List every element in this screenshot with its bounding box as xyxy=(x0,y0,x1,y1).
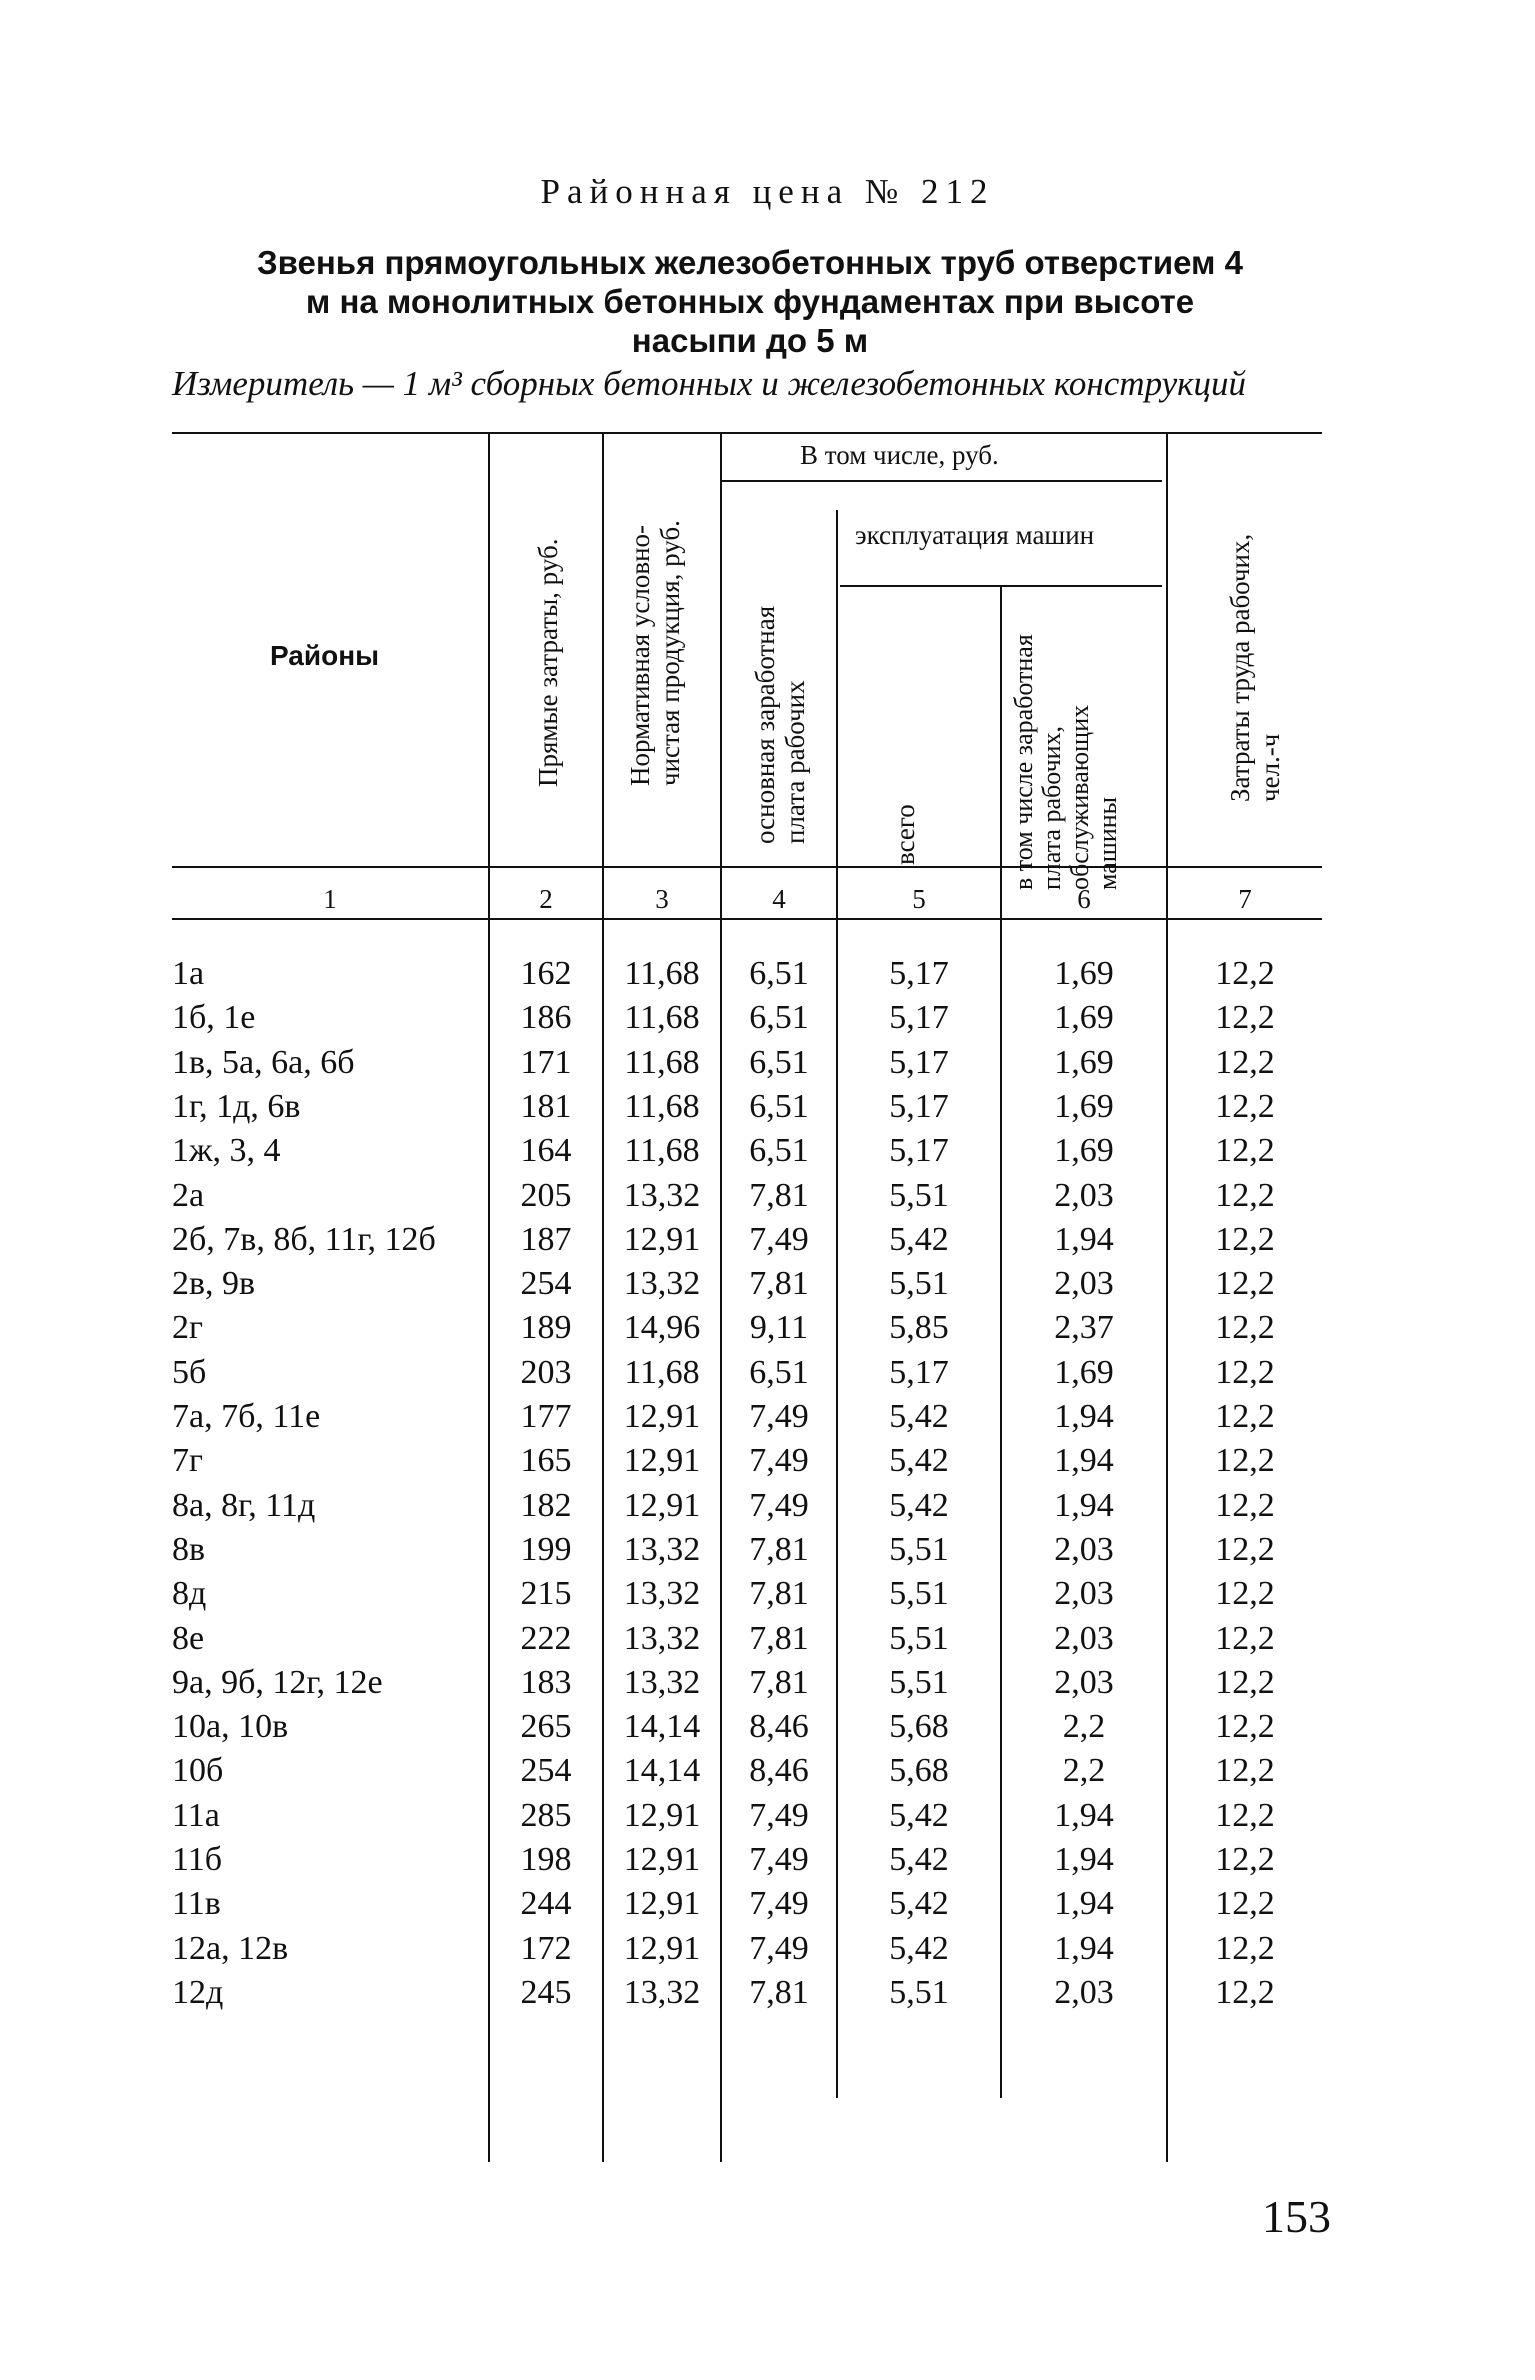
including-rule xyxy=(722,480,1162,482)
region-cell: 10а, 10в xyxy=(172,1708,289,1745)
value-cell: 12,2 xyxy=(1215,1575,1275,1612)
column-number-1: 1 xyxy=(323,884,337,914)
value-cell: 12,2 xyxy=(1215,1664,1275,1701)
value-cell: 7,49 xyxy=(749,1221,809,1258)
value-cell: 6,51 xyxy=(749,999,809,1036)
value-cell: 11,68 xyxy=(624,1354,700,1391)
region-cell: 8а, 8г, 11д xyxy=(172,1487,316,1524)
table-subtitle: Звенья прямоугольных железобетонных труб отверстием 4 м на монолитных бетонных фундаментах при высоте насыпи до 5 м xyxy=(256,244,1243,359)
value-cell: 198 xyxy=(520,1841,572,1878)
value-cell: 12,2 xyxy=(1215,1487,1275,1524)
region-cell: 8д xyxy=(172,1575,207,1612)
value-cell: 199 xyxy=(520,1531,572,1568)
value-cell: 1,94 xyxy=(1054,1930,1114,1967)
value-cell: 1,94 xyxy=(1054,1442,1114,1479)
header-normative xyxy=(625,486,685,786)
value-cell: 1,69 xyxy=(1054,955,1114,992)
page-number: 153 xyxy=(1262,2191,1331,2242)
region-cell: 2б, 7в, 8б, 11г, 12б xyxy=(172,1221,436,1258)
value-cell: 5,51 xyxy=(889,1664,949,1701)
header-labor-text: Затраты труда рабочих, чел.-ч xyxy=(1225,533,1285,802)
value-cell: 5,51 xyxy=(889,1575,949,1612)
value-cell: 186 xyxy=(520,999,572,1036)
header-base-wage xyxy=(750,544,810,844)
value-cell: 7,81 xyxy=(749,1177,809,1214)
value-cell: 7,49 xyxy=(749,1885,809,1922)
header-normative-text: Нормативная условно-чистая продукция, руб. xyxy=(625,520,685,786)
value-cell: 6,51 xyxy=(749,1132,809,1169)
value-cell: 1,69 xyxy=(1054,999,1114,1036)
region-cell: 12а, 12в xyxy=(172,1930,289,1967)
header-machines-wage-text: в том числе заработная плата рабочих, обслуживающих машины xyxy=(1009,634,1122,890)
column-number-5: 5 xyxy=(912,884,926,914)
value-cell: 7,49 xyxy=(749,1841,809,1878)
page-title: Районная цена № 212 xyxy=(540,172,995,211)
value-cell: 177 xyxy=(520,1398,572,1435)
measure-line: Измеритель — 1 м³ сборных бетонных и железобетонных конструкций xyxy=(172,364,1247,403)
value-cell: 5,68 xyxy=(889,1752,949,1789)
value-cell: 12,2 xyxy=(1215,1442,1275,1479)
value-cell: 12,91 xyxy=(623,1841,701,1878)
region-cell: 2г xyxy=(172,1309,203,1346)
value-cell: 254 xyxy=(520,1265,572,1302)
value-cell: 7,49 xyxy=(749,1797,809,1834)
region-cell: 7а, 7б, 11е xyxy=(172,1398,321,1435)
value-cell: 5,42 xyxy=(889,1398,949,1435)
value-cell: 12,2 xyxy=(1215,1531,1275,1568)
value-cell: 12,2 xyxy=(1215,1265,1275,1302)
value-cell: 12,2 xyxy=(1215,1930,1275,1967)
value-cell: 2,2 xyxy=(1062,1752,1106,1789)
value-cell: 6,51 xyxy=(749,1354,809,1391)
value-cell: 12,2 xyxy=(1215,1974,1275,2011)
value-cell: 215 xyxy=(520,1575,572,1612)
value-cell: 12,2 xyxy=(1215,1708,1275,1745)
value-cell: 5,42 xyxy=(889,1885,949,1922)
region-cell: 9а, 9б, 12г, 12е xyxy=(172,1664,383,1701)
value-cell: 12,2 xyxy=(1215,1177,1275,1214)
value-cell: 5,17 xyxy=(889,999,949,1036)
region-cell: 7г xyxy=(172,1442,203,1479)
value-cell: 2,03 xyxy=(1054,1974,1114,2011)
value-cell: 171 xyxy=(520,1044,572,1081)
value-cell: 12,2 xyxy=(1215,1752,1275,1789)
value-cell: 5,51 xyxy=(889,1974,949,2011)
region-cell: 11в xyxy=(172,1885,221,1922)
value-cell: 7,81 xyxy=(749,1664,809,1701)
value-cell: 12,2 xyxy=(1215,1132,1275,1169)
region-cell: 1в, 5а, 6а, 6б xyxy=(172,1044,355,1081)
value-cell: 2,03 xyxy=(1054,1531,1114,1568)
value-cell: 14,96 xyxy=(623,1309,701,1346)
value-cell: 13,32 xyxy=(623,1664,701,1701)
value-cell: 203 xyxy=(520,1354,572,1391)
value-cell: 6,51 xyxy=(749,1088,809,1125)
value-cell: 12,91 xyxy=(623,1221,701,1258)
value-cell: 205 xyxy=(520,1177,572,1214)
value-cell: 5,85 xyxy=(889,1309,949,1346)
value-cell: 8,46 xyxy=(749,1752,809,1789)
value-cell: 12,2 xyxy=(1215,999,1275,1036)
value-cell: 5,17 xyxy=(889,1044,949,1081)
value-cell: 5,51 xyxy=(889,1265,949,1302)
value-cell: 7,81 xyxy=(749,1620,809,1657)
region-cell: 11а xyxy=(172,1797,220,1834)
value-cell: 5,51 xyxy=(889,1620,949,1657)
region-cell: 2в, 9в xyxy=(172,1265,256,1302)
value-cell: 254 xyxy=(520,1752,572,1789)
value-cell: 13,32 xyxy=(623,1620,701,1657)
region-cell: 2а xyxy=(172,1177,205,1214)
value-cell: 1,69 xyxy=(1054,1044,1114,1081)
value-cell: 14,14 xyxy=(623,1752,701,1789)
region-cell: 10б xyxy=(172,1752,224,1789)
region-cell: 8в xyxy=(172,1531,206,1568)
header-regions: Районы xyxy=(270,640,380,671)
region-cell: 12д xyxy=(172,1974,224,2011)
value-cell: 1,94 xyxy=(1054,1398,1114,1435)
value-cell: 2,03 xyxy=(1054,1265,1114,1302)
value-cell: 13,32 xyxy=(623,1974,701,2011)
value-cell: 12,2 xyxy=(1215,1797,1275,1834)
region-cell: 1а xyxy=(172,955,205,992)
value-cell: 12,2 xyxy=(1215,1088,1275,1125)
value-cell: 245 xyxy=(520,1974,572,2011)
value-cell: 5,42 xyxy=(889,1442,949,1479)
header-direct-costs: Прямые затраты, руб. xyxy=(533,538,563,787)
value-cell: 12,91 xyxy=(623,1442,701,1479)
region-cell: 8е xyxy=(172,1620,205,1657)
value-cell: 1,94 xyxy=(1054,1221,1114,1258)
value-cell: 12,91 xyxy=(623,1398,701,1435)
value-cell: 7,81 xyxy=(749,1265,809,1302)
column-number-4: 4 xyxy=(772,884,786,914)
region-cell: 5б xyxy=(172,1354,207,1391)
value-cell: 285 xyxy=(520,1797,572,1834)
value-cell: 13,32 xyxy=(623,1531,701,1568)
value-cell: 5,17 xyxy=(889,1354,949,1391)
value-cell: 11,68 xyxy=(624,1044,700,1081)
value-cell: 5,42 xyxy=(889,1797,949,1834)
value-cell: 189 xyxy=(520,1309,572,1346)
value-cell: 13,32 xyxy=(623,1575,701,1612)
column-number-3: 3 xyxy=(655,884,669,914)
value-cell: 5,17 xyxy=(889,1132,949,1169)
value-cell: 12,91 xyxy=(623,1885,701,1922)
value-cell: 12,91 xyxy=(623,1797,701,1834)
value-cell: 11,68 xyxy=(624,999,700,1036)
header-labor xyxy=(1225,502,1285,802)
value-cell: 7,49 xyxy=(749,1487,809,1524)
value-cell: 165 xyxy=(520,1442,572,1479)
value-cell: 12,2 xyxy=(1215,1398,1275,1435)
value-cell: 222 xyxy=(520,1620,572,1657)
value-cell: 181 xyxy=(520,1088,572,1125)
table-top-rule xyxy=(172,432,1322,434)
column-number-6: 6 xyxy=(1077,884,1091,914)
value-cell: 5,42 xyxy=(889,1221,949,1258)
value-cell: 12,2 xyxy=(1215,1885,1275,1922)
value-cell: 244 xyxy=(520,1885,572,1922)
region-cell: 11б xyxy=(172,1841,223,1878)
region-cell: 1ж, 3, 4 xyxy=(172,1132,281,1169)
value-cell: 5,42 xyxy=(889,1930,949,1967)
value-cell: 1,69 xyxy=(1054,1132,1114,1169)
colnum-bottom-rule xyxy=(172,918,1322,920)
header-base-wage-text: основная заработная плата рабочих xyxy=(750,605,810,844)
value-cell: 7,81 xyxy=(749,1974,809,2011)
value-cell: 12,91 xyxy=(623,1487,701,1524)
region-cell: 1г, 1д, 6в xyxy=(172,1088,301,1125)
value-cell: 13,32 xyxy=(623,1177,701,1214)
value-cell: 1,69 xyxy=(1054,1088,1114,1125)
value-cell: 7,49 xyxy=(749,1442,809,1479)
header-machines-total: всего xyxy=(890,804,920,865)
value-cell: 5,51 xyxy=(889,1177,949,1214)
value-cell: 5,42 xyxy=(889,1487,949,1524)
column-number-7: 7 xyxy=(1238,884,1252,914)
value-cell: 9,11 xyxy=(749,1309,809,1346)
header-machines: эксплуатация машин xyxy=(855,520,1095,550)
value-cell: 187 xyxy=(520,1221,572,1258)
value-cell: 12,2 xyxy=(1215,1044,1275,1081)
value-cell: 5,51 xyxy=(889,1531,949,1568)
value-cell: 7,49 xyxy=(749,1398,809,1435)
value-cell: 2,03 xyxy=(1054,1177,1114,1214)
value-cell: 265 xyxy=(520,1708,572,1745)
value-cell: 13,32 xyxy=(623,1265,701,1302)
value-cell: 12,2 xyxy=(1215,1354,1275,1391)
value-cell: 162 xyxy=(520,955,572,992)
value-cell: 12,2 xyxy=(1215,955,1275,992)
value-cell: 6,51 xyxy=(749,955,809,992)
value-cell: 2,03 xyxy=(1054,1620,1114,1657)
region-cell: 1б, 1е xyxy=(172,999,256,1036)
value-cell: 14,14 xyxy=(623,1708,701,1745)
value-cell: 12,2 xyxy=(1215,1309,1275,1346)
header-machines-wage xyxy=(1010,630,1150,890)
value-cell: 11,68 xyxy=(624,1132,700,1169)
value-cell: 11,68 xyxy=(624,1088,700,1125)
value-cell: 2,37 xyxy=(1054,1309,1114,1346)
value-cell: 172 xyxy=(520,1930,572,1967)
value-cell: 6,51 xyxy=(749,1044,809,1081)
value-cell: 2,2 xyxy=(1062,1708,1106,1745)
value-cell: 7,49 xyxy=(749,1930,809,1967)
value-cell: 12,2 xyxy=(1215,1221,1275,1258)
value-cell: 12,2 xyxy=(1215,1620,1275,1657)
value-cell: 12,91 xyxy=(623,1930,701,1967)
value-cell: 2,03 xyxy=(1054,1664,1114,1701)
value-cell: 1,94 xyxy=(1054,1797,1114,1834)
value-cell: 1,69 xyxy=(1054,1354,1114,1391)
value-cell: 1,94 xyxy=(1054,1841,1114,1878)
value-cell: 183 xyxy=(520,1664,572,1701)
value-cell: 1,94 xyxy=(1054,1487,1114,1524)
value-cell: 8,46 xyxy=(749,1708,809,1745)
value-cell: 11,68 xyxy=(624,955,700,992)
value-cell: 1,94 xyxy=(1054,1885,1114,1922)
column-number-2: 2 xyxy=(539,884,553,914)
value-cell: 12,2 xyxy=(1215,1841,1275,1878)
value-cell: 182 xyxy=(520,1487,572,1524)
value-cell: 5,17 xyxy=(889,955,949,992)
value-cell: 5,17 xyxy=(889,1088,949,1125)
value-cell: 5,42 xyxy=(889,1841,949,1878)
value-cell: 164 xyxy=(520,1132,572,1169)
header-including: В том числе, руб. xyxy=(800,440,999,470)
value-cell: 5,68 xyxy=(889,1708,949,1745)
value-cell: 7,81 xyxy=(749,1531,809,1568)
value-cell: 7,81 xyxy=(749,1575,809,1612)
value-cell: 2,03 xyxy=(1054,1575,1114,1612)
